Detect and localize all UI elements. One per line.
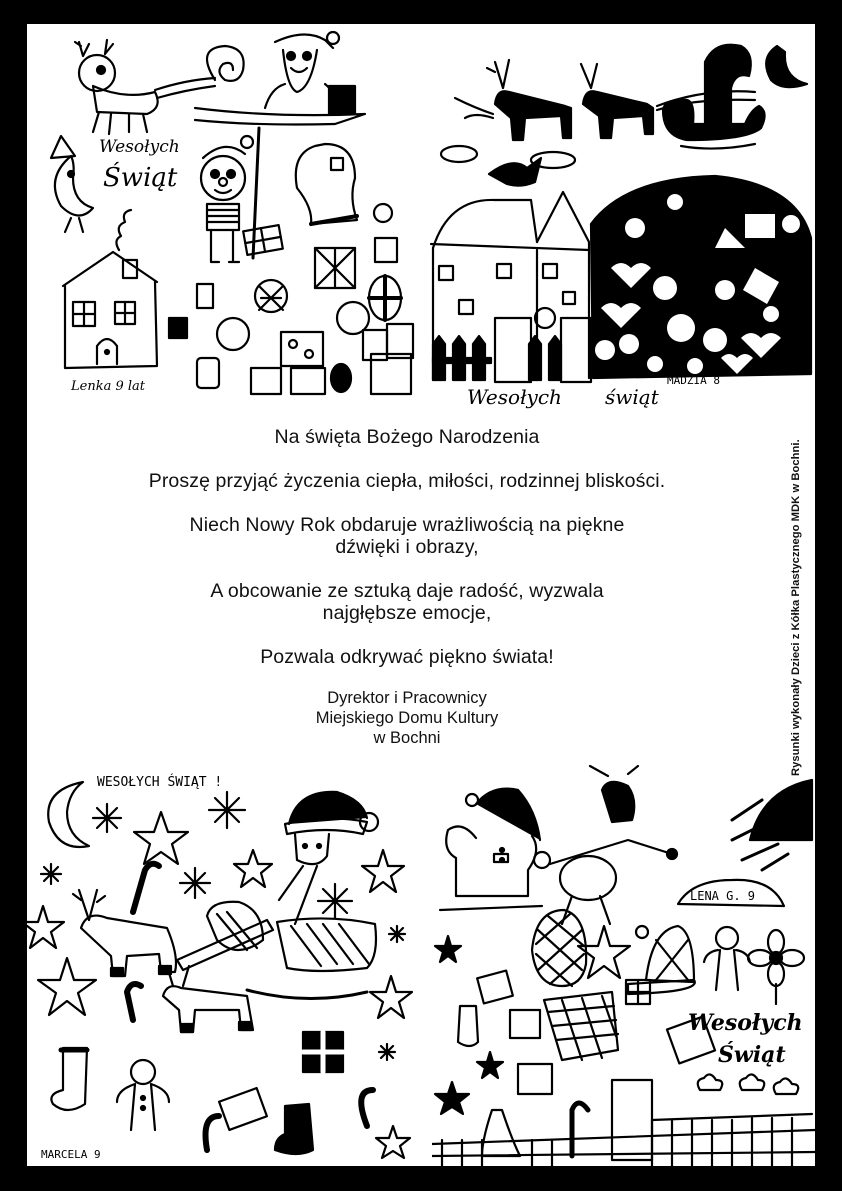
- star-icon: [477, 1052, 503, 1078]
- drawing-tr-greeting-line1: Wesołych: [467, 385, 562, 409]
- drawing-bottom-right-illustration: [432, 760, 815, 1166]
- greeting-paragraph-3-line-1: A obcowanie ze sztuką daje radość, wyzwala: [210, 580, 604, 602]
- drawing-bottom-left: [27, 760, 432, 1166]
- signature-line-1: Dyrektor i Pracownicy: [327, 689, 487, 707]
- signature-line-3: w Bochni: [373, 729, 441, 747]
- santa-sack-icon: [296, 144, 357, 224]
- house-icon: [63, 210, 157, 368]
- boy-in-santa-hat-icon: [279, 792, 378, 924]
- drawing-br-greeting-line2: Świąt: [718, 1042, 786, 1068]
- clovers-icon: [698, 1074, 799, 1094]
- santa-hat-icon: [646, 926, 694, 982]
- drawing-bl-author: MARCELA 9: [41, 1148, 101, 1161]
- drawing-top-right-illustration: [425, 28, 813, 413]
- drawing-tr-author: MADZIA 8: [667, 374, 720, 387]
- stocking-icon: [51, 1048, 87, 1110]
- moon-icon: [766, 46, 807, 87]
- candy-cane-icon: [572, 1103, 588, 1156]
- drawing-tl-author: Lenka 9 lat: [71, 379, 145, 394]
- drawing-bl-greeting: WESOŁYCH ŚWIĄT !: [97, 775, 223, 790]
- stocking-icon: [275, 1104, 313, 1154]
- fence-icon: [433, 336, 561, 380]
- drawing-top-left-illustration: [35, 28, 425, 408]
- present-icon: [329, 86, 355, 114]
- moon-icon: [48, 782, 89, 847]
- drawing-bottom-left-illustration: [27, 760, 432, 1166]
- presents-icon: [169, 204, 413, 394]
- bell-icon: [482, 1110, 520, 1156]
- santa-in-sleigh-icon: [440, 789, 542, 910]
- drawing-br-greeting-line1: Wesołych: [688, 1010, 803, 1036]
- sleigh-icon: [177, 902, 376, 999]
- greeting-paragraph-3-line-2: najgłębsze emocje,: [322, 602, 492, 624]
- antlers-icon: [487, 60, 597, 88]
- greeting-paragraph-2-line-1: Niech Nowy Rok obdaruje wrażliwością na piękne: [189, 514, 625, 536]
- signature-block: [67, 688, 747, 748]
- fence-icon: [432, 1114, 815, 1166]
- greeting-card-page: [27, 24, 815, 1166]
- bird-icon: [489, 158, 541, 186]
- drawing-tl-greeting-line1: Wesołych: [99, 137, 180, 157]
- drawing-top-right: [425, 28, 813, 413]
- moon-with-hat-icon: [51, 136, 93, 232]
- stocking-icon: [458, 1006, 478, 1046]
- sun-icon: [750, 780, 812, 840]
- drawing-top-left: [35, 28, 425, 408]
- drawing-tl-greeting-line2: Świąt: [103, 163, 178, 193]
- greeting-paragraph-2-line-2: dźwięki i obrazy,: [335, 536, 479, 558]
- greeting-paragraph-1-line-1: Proszę przyjąć życzenia ciepła, miłości, rodzinnej bliskości.: [148, 470, 666, 492]
- star-icon: [435, 936, 461, 962]
- drawing-bottom-right: [432, 760, 815, 1166]
- greeting-text-block: [67, 426, 747, 748]
- flower-icon: [748, 930, 804, 1004]
- drawings-credit: Rysunki wykonały Dzieci z Kółka Plastycznego MDK w Bochni.: [790, 439, 802, 776]
- drawing-br-author: LENA G. 9: [690, 889, 756, 903]
- signature-line-2: Miejskiego Domu Kultury: [315, 709, 499, 727]
- greeting-title: Na święta Bożego Narodzenia: [274, 426, 540, 448]
- reindeer-silhouettes-icon: [495, 91, 653, 140]
- star-icon: [435, 1082, 469, 1114]
- drawing-tr-greeting-line2: świąt: [605, 385, 659, 409]
- greeting-paragraph-4-line-1: Pozwala odkrywać piękno świata!: [260, 646, 554, 668]
- gingerbread-man-icon: [117, 1060, 169, 1130]
- gingerbread-man-icon: [704, 927, 750, 990]
- presents-icon: [477, 971, 715, 1160]
- reindeer-icon: [73, 890, 253, 1032]
- presents-icon: [219, 1032, 343, 1130]
- reindeer-icon: [534, 766, 677, 924]
